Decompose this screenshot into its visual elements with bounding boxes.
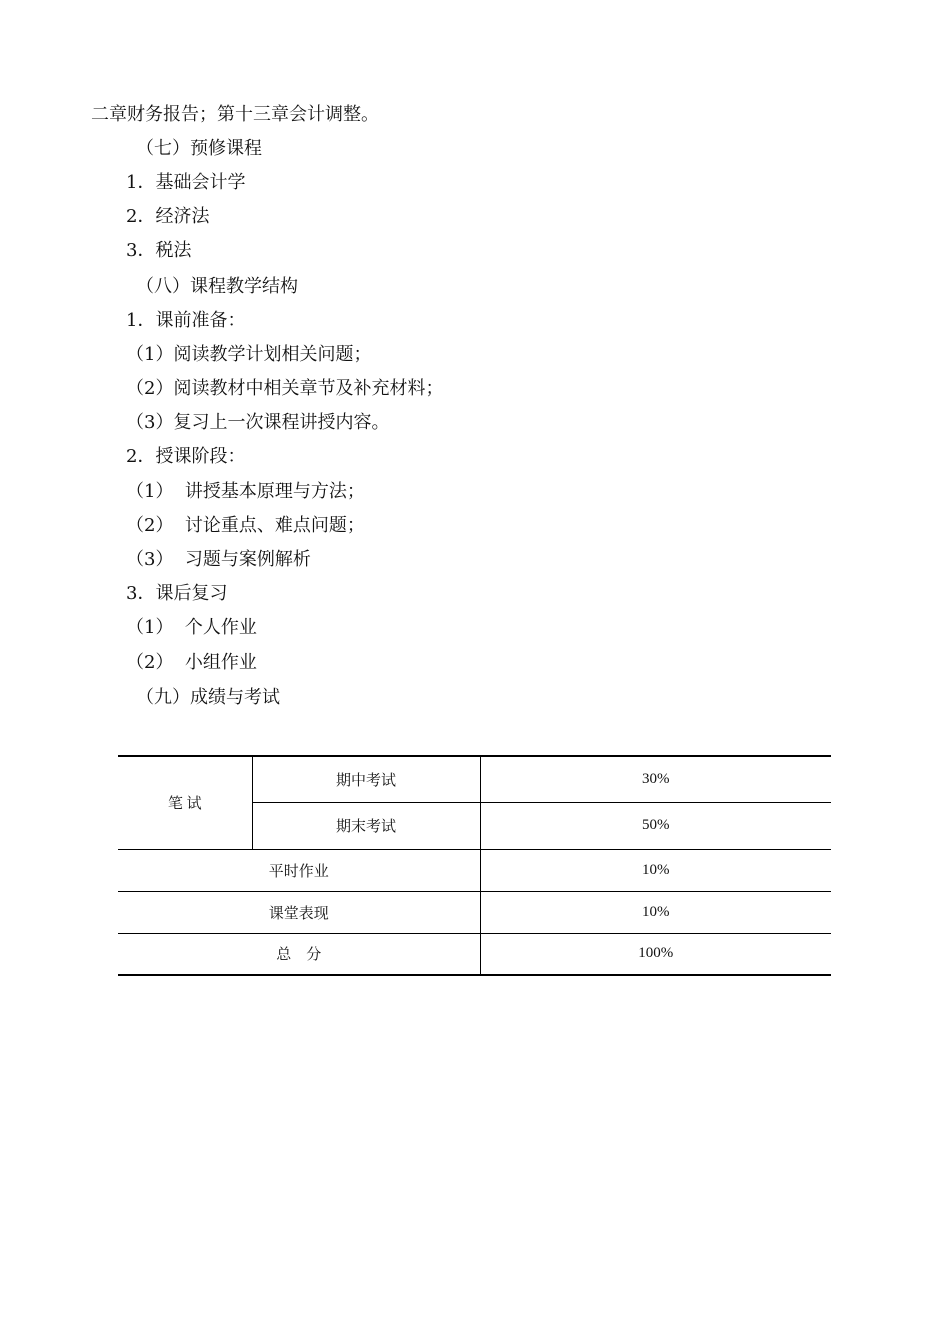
list-item: （1） 个人作业 [126,617,257,638]
section-heading-grading: （九）成绩与考试 [136,687,280,708]
list-item: （2） 讨论重点、难点问题； [126,515,365,536]
list-item: （1）阅读教学计划相关问题； [126,344,372,365]
total-value: 100% [480,933,831,975]
list-item: （2）阅读教材中相关章节及补充材料； [126,378,444,399]
table-row [118,756,831,802]
homework-value: 10% [480,849,831,891]
list-item: （2） 小组作业 [126,652,257,673]
list-item: 3．税法 [126,240,192,261]
list-item: 2．经济法 [126,206,210,227]
list-item: 1．基础会计学 [126,172,246,193]
table-row [118,849,831,891]
list-item: 2．授课阶段： [126,446,246,467]
list-item: （3） 习题与案例解析 [126,549,311,570]
table-row [118,891,831,933]
midterm-value: 30% [480,756,831,802]
homework-label: 平时作业 [118,849,480,891]
list-item: （3）复习上一次课程讲授内容。 [126,412,390,433]
final-value: 50% [480,802,831,849]
midterm-label: 期中考试 [252,756,480,802]
total-label: 总 分 [118,933,480,975]
list-item: 3．课后复习 [126,583,228,604]
list-item: （1） 讲授基本原理与方法； [126,481,365,502]
section-heading-structure: （八）课程教学结构 [136,276,298,297]
table-row [118,933,831,975]
participation-label: 课堂表现 [118,891,480,933]
written-exam-label: 笔 试 [118,756,252,849]
grading-table [118,755,831,976]
text-line-1: 二章财务报告；第十三章会计调整。 [91,104,379,125]
final-label: 期末考试 [252,802,480,849]
list-item: 1．课前准备： [126,310,246,331]
participation-value: 10% [480,891,831,933]
section-heading-prerequisites: （七）预修课程 [136,138,262,159]
